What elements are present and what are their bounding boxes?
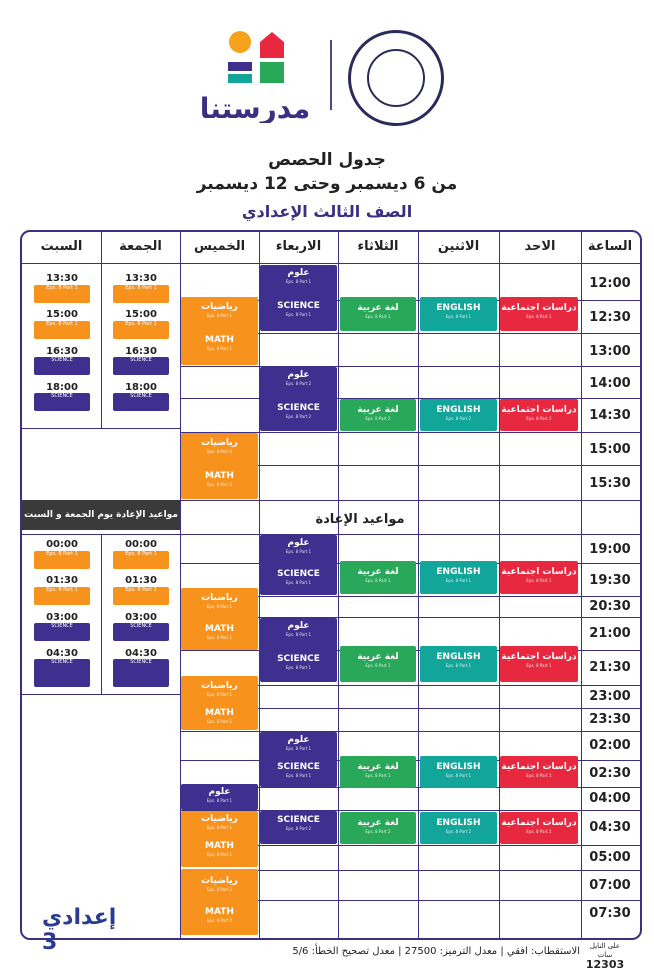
fri-time-1500: 15:00 bbox=[125, 309, 157, 320]
schedule-title: جدول الحصص bbox=[268, 150, 386, 170]
session-science-thu-1[interactable]: علوم Eps. 8 Part 1 bbox=[181, 784, 258, 810]
time-2330: 23:30 bbox=[589, 712, 631, 727]
session-math-thu-5[interactable]: رياضيات Eps. 8 Part 1 MATH Eps. 8 Part 1 bbox=[181, 811, 258, 867]
sat-session-2[interactable]: Eps. 8 Part 1 bbox=[34, 321, 90, 339]
frequency-info: الاستقطاب: افقي | معدل الترميز: 27500 | معدل تصحيح الخطأ: 5/6 bbox=[292, 946, 580, 957]
svg-text:مدرستنا: مدرستنا bbox=[200, 92, 310, 123]
session-science-wed-1[interactable]: علوم Eps. 8 Part 1 SCIENCE Eps. 8 Part 1 bbox=[260, 265, 337, 331]
fri-session-1[interactable]: Eps. 8 Part 1 bbox=[113, 285, 169, 303]
time-0200: 02:00 bbox=[589, 738, 631, 753]
time-2130: 21:30 bbox=[589, 660, 631, 675]
col-header-sunday: الاحد bbox=[524, 239, 556, 254]
time-0430: 04:30 bbox=[589, 820, 631, 835]
session-arabic-tue-4[interactable]: لغة عربية Eps. 8 Part 1 bbox=[340, 646, 416, 682]
sat-time-0300: 03:00 bbox=[46, 612, 78, 623]
time-0730: 07:30 bbox=[589, 906, 631, 921]
session-math-thu-2[interactable]: رياضيات Eps. 8 Part 2 MATH Eps. 8 Part 2 bbox=[181, 433, 258, 499]
session-social-sun-5[interactable]: دراسات اجتماعية Eps. 8 Part 1 bbox=[500, 756, 578, 788]
time-1900: 19:00 bbox=[589, 542, 631, 557]
sat-time-0130: 01:30 bbox=[46, 575, 78, 586]
fri-session-3[interactable]: SCIENCE bbox=[113, 357, 169, 375]
session-science-wed-3[interactable]: علوم Eps. 8 Part 1 SCIENCE Eps. 8 Part 1 bbox=[260, 535, 337, 595]
sat-session-4[interactable]: SCIENCE bbox=[34, 393, 90, 411]
fri-rerun-3[interactable]: SCIENCE bbox=[113, 623, 169, 641]
sat-rerun-2[interactable]: Eps. 8 Part 1 bbox=[34, 587, 90, 605]
fri-time-0130: 01:30 bbox=[125, 575, 157, 586]
session-math-thu-4[interactable]: رياضيات Eps. 8 Part 1 MATH Eps. 8 Part 1 bbox=[181, 676, 258, 730]
col-header-monday: الاثنين bbox=[437, 239, 480, 254]
channel-info bbox=[585, 942, 625, 969]
session-english-mon-4[interactable]: ENGLISH Eps. 8 Part 1 bbox=[420, 646, 497, 682]
sat-session-3[interactable]: SCIENCE bbox=[34, 357, 90, 375]
session-arabic-tue-6[interactable]: لغة عربية Eps. 8 Part 2 bbox=[340, 812, 416, 844]
session-math-thu-3[interactable]: رياضيات Eps. 8 Part 1 MATH Eps. 8 Part 1 bbox=[181, 588, 258, 650]
col-header-friday: الجمعة bbox=[119, 239, 162, 254]
fri-rerun-1[interactable]: Eps. 8 Part 1 bbox=[113, 551, 169, 569]
sat-rerun-4[interactable]: SCIENCE bbox=[34, 659, 90, 687]
col-header-hour: الساعة bbox=[587, 239, 633, 254]
sat-time-1630: 16:30 bbox=[46, 346, 78, 357]
sat-time-1330: 13:30 bbox=[46, 273, 78, 284]
sat-time-0000: 00:00 bbox=[46, 539, 78, 550]
time-1300: 13:00 bbox=[589, 344, 631, 359]
time-1500: 15:00 bbox=[589, 442, 631, 457]
col-header-thursday: الخميس bbox=[193, 239, 246, 254]
col-header-wednesday: الاربعاء bbox=[275, 239, 322, 254]
fri-time-0430: 04:30 bbox=[125, 648, 157, 659]
sat-time-1500: 15:00 bbox=[46, 309, 78, 320]
session-social-sun-6[interactable]: دراسات اجتماعية Eps. 8 Part 2 bbox=[500, 812, 578, 844]
time-0500: 05:00 bbox=[589, 850, 631, 865]
channel-number: 12303 bbox=[585, 958, 625, 971]
session-science-wed-6[interactable]: SCIENCE Eps. 8 Part 2 bbox=[260, 811, 337, 844]
session-arabic-tue-5[interactable]: لغة عربية Eps. 8 Part 1 bbox=[340, 756, 416, 788]
fri-session-4[interactable]: SCIENCE bbox=[113, 393, 169, 411]
session-english-mon-5[interactable]: ENGLISH Eps. 8 Part 1 bbox=[420, 756, 497, 788]
time-2030: 20:30 bbox=[589, 599, 631, 614]
col-header-tuesday: الثلاثاء bbox=[357, 239, 399, 254]
fri-rerun-4[interactable]: SCIENCE bbox=[113, 659, 169, 687]
time-1400: 14:00 bbox=[589, 376, 631, 391]
fri-time-1630: 16:30 bbox=[125, 346, 157, 357]
ministry-seal-logo bbox=[348, 30, 444, 126]
session-social-sun-1[interactable]: دراسات اجتماعية Eps. 8 Part 1 bbox=[500, 297, 578, 331]
rerun-title: مواعيد الإعادة bbox=[315, 512, 405, 527]
time-0400: 04:00 bbox=[589, 791, 631, 806]
idadi-3-logo: إعدادي 3 bbox=[42, 905, 117, 955]
channel-label: على النايل سات bbox=[589, 942, 621, 959]
fri-rerun-2[interactable]: Eps. 8 Part 1 bbox=[113, 587, 169, 605]
session-science-wed-2[interactable]: علوم Eps. 8 Part 2 SCIENCE Eps. 8 Part 2 bbox=[260, 367, 337, 431]
date-range: من 6 ديسمبر وحتى 12 ديسمبر bbox=[196, 174, 458, 194]
time-1530: 15:30 bbox=[589, 476, 631, 491]
time-1430: 14:30 bbox=[589, 408, 631, 423]
time-2300: 23:00 bbox=[589, 689, 631, 704]
sat-session-1[interactable]: Eps. 8 Part 1 bbox=[34, 285, 90, 303]
weekend-rerun-band: مواعيد الإعادة يوم الجمعة و السبت bbox=[22, 500, 180, 530]
session-social-sun-3[interactable]: دراسات اجتماعية Eps. 8 Part 1 bbox=[500, 561, 578, 594]
time-1230: 12:30 bbox=[589, 310, 631, 325]
time-1200: 12:00 bbox=[589, 276, 631, 291]
session-english-mon-1[interactable]: ENGLISH Eps. 8 Part 1 bbox=[420, 297, 497, 331]
time-0700: 07:00 bbox=[589, 878, 631, 893]
time-1930: 19:30 bbox=[589, 573, 631, 588]
madrasatna-logo bbox=[200, 28, 310, 123]
session-social-sun-4[interactable]: دراسات اجتماعية Eps. 8 Part 1 bbox=[500, 646, 578, 682]
fri-time-1800: 18:00 bbox=[125, 382, 157, 393]
time-2100: 21:00 bbox=[589, 626, 631, 641]
grade-label: الصف الثالث الإعدادي bbox=[241, 202, 413, 221]
session-arabic-tue-1[interactable]: لغة عربية Eps. 8 Part 1 bbox=[340, 297, 416, 331]
session-english-mon-3[interactable]: ENGLISH Eps. 8 Part 1 bbox=[420, 561, 497, 594]
sat-time-0430: 04:30 bbox=[46, 648, 78, 659]
session-english-mon-2[interactable]: ENGLISH Eps. 8 Part 2 bbox=[420, 399, 497, 431]
sat-rerun-1[interactable]: Eps. 8 Part 1 bbox=[34, 551, 90, 569]
session-arabic-tue-2[interactable]: لغة عربية Eps. 8 Part 2 bbox=[340, 399, 416, 431]
sat-time-1800: 18:00 bbox=[46, 382, 78, 393]
fri-session-2[interactable]: Eps. 8 Part 1 bbox=[113, 321, 169, 339]
session-science-wed-4[interactable]: علوم Eps. 8 Part 1 SCIENCE Eps. 8 Part 1 bbox=[260, 618, 337, 682]
session-math-thu-1[interactable]: رياضيات Eps. 8 Part 1 MATH Eps. 8 Part 1 bbox=[181, 297, 258, 365]
fri-time-1330: 13:30 bbox=[125, 273, 157, 284]
session-science-wed-5[interactable]: علوم Eps. 8 Part 1 SCIENCE Eps. 8 Part 1 bbox=[260, 732, 337, 787]
fri-time-0300: 03:00 bbox=[125, 612, 157, 623]
header-divider bbox=[330, 40, 332, 110]
session-math-thu-6[interactable]: رياضيات Eps. 8 Part 2 MATH Eps. 8 Part 2 bbox=[181, 869, 258, 935]
fri-time-0000: 00:00 bbox=[125, 539, 157, 550]
sat-rerun-3[interactable]: SCIENCE bbox=[34, 623, 90, 641]
session-arabic-tue-3[interactable]: لغة عربية Eps. 8 Part 1 bbox=[340, 561, 416, 594]
session-social-sun-2[interactable]: دراسات اجتماعية Eps. 8 Part 2 bbox=[500, 399, 578, 431]
col-header-saturday: السبت bbox=[40, 239, 83, 254]
session-english-mon-6[interactable]: ENGLISH Eps. 8 Part 2 bbox=[420, 812, 497, 844]
time-0230: 02:30 bbox=[589, 766, 631, 781]
